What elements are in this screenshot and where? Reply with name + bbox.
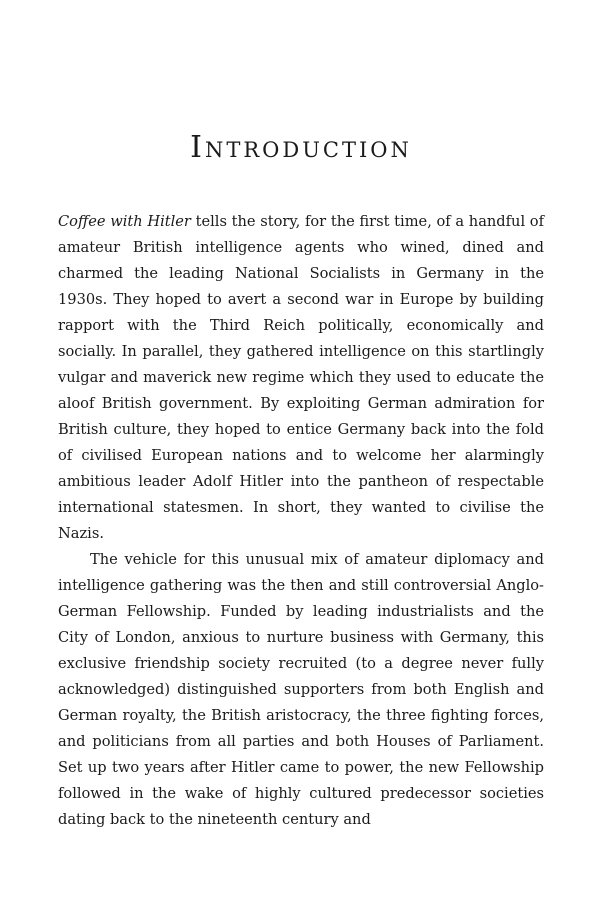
book-title-italic: Coffee with Hitler bbox=[58, 213, 191, 230]
paragraph-1-text: tells the story, for the first time, of a handful of amateur British intelligence agents who wined, dined and charmed the leading National Socialists in Germany in the 1930s. They hoped to avert a second war in Europe by building rapport with the Third Reich politically, economically and socially. In parallel, they gathered intelligence on this startlingly vulgar and maverick new regime which they used to educate the aloof British government. By exploiting German admiration for British culture, they hoped to entice Germany back into the fold of civilised European nations and to welcome her alarmingly ambitious leader Adolf Hitler into the pantheon of respectable international statesmen. In short, they wanted to civilise the Nazis. bbox=[58, 213, 544, 542]
paragraph-2-text: The vehicle for this unusual mix of amateur diplomacy and intelligence gathering was the then and still controversial Anglo-German Fellowship. Funded by leading industrialists and the City of London, anxious to nurture business with Germany, this exclusive friendship society recruited (to a degree never fully acknowledged) distinguished supporters from both English and German royalty, the British aristocracy, the three fighting forces, and politicians from all parties and both Houses of Parliament. Set up two years after Hitler came to power, the new Fellowship followed in the wake of highly cultured predecessor societies dating back to the nineteenth century and bbox=[58, 551, 544, 828]
paragraph-2 bbox=[58, 547, 544, 833]
book-page bbox=[58, 0, 544, 899]
paragraph-1 bbox=[58, 209, 544, 547]
chapter-title: Introduction bbox=[190, 130, 412, 165]
chapter-body bbox=[58, 209, 544, 833]
